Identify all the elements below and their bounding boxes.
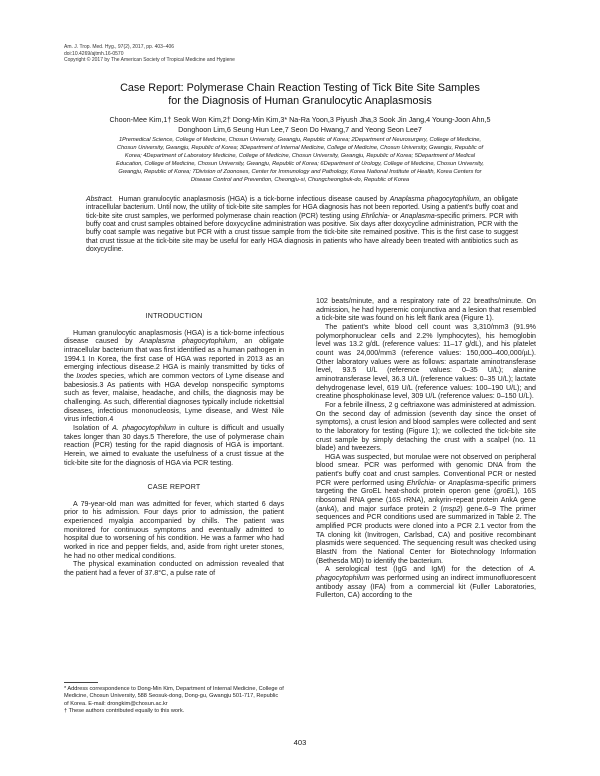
title-line-2: for the Diagnosis of Human Granulocytic Anaplasmosis [168,95,432,107]
organism-name: Ehrlichia [361,212,388,220]
affiliation-line: Chosun University, Gwangju, Republic of Korea; 3Department of Internal Medicine, College of Medicine, Chosun University, Gwangju, Republic of [116,144,484,151]
paragraph: HGA was suspected, but morulae were not observed on peripheral blood smear. PCR was performed with genomic DNA from the patient's buffy coat and crust samples. Conventional PCR or nested PCR were performed using Ehrlichia- or Anaplasma-specific primers targeting the GroEL heat-shock protein operon gene (groEL), 16S ribosomal RNA gene (16S rRNA), ankyrin-repeat protein AnkA gene (ankA), and major surface protein 2 (msp2) gene.6–9 The primer sequences and PCR conditions used are summarized in Table 2. The amplified PCR products were cloned into a PCR 2.1 vector from the TA cloning kit (Invitrogen, Carlsbad, CA) and positive recombinant plasmids were sequenced. The sequencing result was checked using BlastN from the National Center for Biotechnology Information (Bethesda MD) to identify the bacterium. [316,452,537,565]
affiliation-line: Korea; 4Department of Laboratory Medicine, College of Medicine, Chosun University, Gwangju, Republic of Korea; 5Department of Medical [124,152,476,159]
paragraph: A serological test (IgG and IgM) for the detection of A. phagocytophilum was performed using an indirect immunofluorescent antibody assay (IFA) from a commercial kit (Fuller Laboratories, Fullerton, CA) according to the [316,565,536,600]
affiliation-line: Education, College of Medicine, Chosun University, Gwangju, Republic of Korea; 6Department of Urology, College of Medicine, Chosun University, [116,160,484,167]
section-heading-introduction: INTRODUCTION [145,312,203,320]
paragraph: The patient's white blood cell count was 3,310/mm3 (91.9% polymorphonuclear cells and 2.2% lymphocytes), his hemoglobin level was 13.2 g/dL (reference values: 11–17 g/dL), and his platelet count was 24,000/mm3 (reference values: 150,000–400,000/µL). Other laboratory values were as follows: aspartate aminotransferase level, 93.5 U/L (reference values: 0–35 U/L); alanine aminotransferase level, 36.3 U/L (reference values: 0–35 U/L); lactate dehydrogenase level, 619 U/L (reference values: 100–190 U/L); and creatine phosphokinase level, 309 U/L (reference values: 0–150 U/L). [316,322,536,401]
paragraph: 102 beats/minute, and a respiratory rate of 22 breaths/minute. On admission, he had hyperemic conjunctiva and a lesion that resembled a tick-bite site was found on his left flank area (Figure 1). [316,297,536,323]
section-heading-case-report: CASE REPORT [147,483,201,492]
organism-name: Anaplasma [400,212,435,220]
author-list [66,115,534,135]
left-column [64,312,284,578]
affiliation-line: 1Premedical Science, College of Medicine, Chosun University, Gwangju, Republic of Korea; 2Department of Neurosurgery, College of Medicine, [118,137,482,143]
journal-citation: Am. J. Trop. Med. Hyg., 97(2), 2017, pp. 403–406 [64,44,175,50]
affiliations [66,137,534,184]
article-title [60,82,540,108]
abstract [86,196,518,254]
page-number: 403 [293,738,307,747]
authors-line-2: Donghoon Lim,6 Seung Hun Lee,7 Seon Do Hwang,7 and Yeong Seon Lee7 [178,125,422,134]
paragraph: A 79-year-old man was admitted for fever, which started 6 days prior to his admission. Four days prior to admission, the patient experienced myalgia accompanied by chills. The patient was monitored for continuous symptoms and eventually admitted to hospital due to worsening of his condition. He was a farmer who had worked in rice and pepper fields, and, aside from right ureter stones, he had no other medical conditions. [64,499,284,560]
abstract-text: Human granulocytic anaplasmosis (HGA) is a tick-borne infectious disease caused by [118,196,390,203]
title-line-1: Case Report: Polymerase Chain Reaction Testing of Tick Bite Site Samples [120,82,480,94]
paragraph: For a febrile illness, 2 g ceftriaxone was administered at admission. On the second day of admission (seventh day since the onset of symptoms), a crust lesion and blood samples were collected and sent to the laboratory for testing (Figure 1); we collected the tick-bite site crust sample by simply detaching the crust with a scalpel (no. 11 blade) and tweezers. [316,400,536,453]
abstract-text: , an obligate intracellular bacterium. Until now, the utility of tick-bite site samples for HGA diagnosis has not been reported. Using a patient's buffy coat and tick-bite site crust samples, we performed polymerase chain reaction (PCR) testing using [86,196,518,220]
abstract-text: - or [387,212,401,220]
organism-name: Anaplasma phagocytophilum [389,196,479,203]
affiliation-line: Gwangju, Republic of Korea; 7Division of Zoonoses, Center for Immunology and Pathology, Korea National Institute of Health, Korea Centers for [118,168,482,175]
right-column [316,297,536,600]
doi: doi:10.4269/ajtmh.16-0570 [64,50,124,57]
journal-header [64,44,235,64]
abstract-text: -specific primers. PCR with buffy coat and crust samples obtained before doxycycline administration was positive. Six days after doxycycline administration, PCR with the buffy coat sample was negative but PCR with a crust tissue sample from the tick-bite site remained positive. This is the first case to suggest that crust tissue at the tick-bite site may be useful for early HGA diagnosis in patients who have already been treated with antibiotics such as doxycycline. [86,212,518,254]
paragraph: The physical examination conducted on admission revealed that the patient had a fever of 37.8°C, a pulse rate of [64,560,284,578]
footnotes [64,686,284,715]
abstract-label: Abstract. [86,196,114,203]
authors-line-1: Choon-Mee Kim,1† Seok Won Kim,2† Dong-Min Kim,3* Na-Ra Yoon,3 Piyush Jha,3 Sook Jin Jang,4 Young-Joon Ahn,5 [109,115,491,124]
copyright-line: Copyright © 2017 by The American Society of Tropical Medicine and Hygiene [64,57,235,63]
equal-contribution-footnote: † These authors contributed equally to this work. [64,707,185,714]
paragraph: Human granulocytic anaplasmosis (HGA) is a tick-borne infectious disease caused by Anaplasma phagocytophilum, an obligate intracellular bacterium that was first identified as a human pathogen in 1994.1 In Korea, the first case of HGA was reported in 2013 as an emerging infectious disease.2 HGA is mainly transmitted by ticks of the Ixodes species, which are common vectors of Lyme disease and babesiosis.3 As patients with HGA develop nonspecific symptoms such as fever, malaise, headache, and chills, the diagnosis may be challenging. As such, differential diagnoses typically include rickettsial diseases, infectious mononucleosis, Lyme disease, and West Nile virus infection.4 [64,328,285,424]
footnote-rule [64,682,98,683]
paragraph: Isolation of A. phagocytophilum in culture is difficult and usually takes longer than 30 days.5 Therefore, the use of polymerase chain reaction (PCR) testing for the rapid diagnosis of HGA is important. Herein, we aimed to evaluate the usefulness of a crust tissue at the tick-bite site for the diagnosis of HGA via PCR testing. [64,423,284,467]
affiliation-line: Disease Control and Prevention, Cheongju-si, Chungcheongbuk-do, Republic of Korea [190,176,410,183]
correspondence-footnote: * Address correspondence to Dong-Min Kim, Department of Internal Medicine, College of Medicine, Chosun University, 588 Seosuk-dong, Dong-gu, Gwangju 501-717, Republic of Korea. E-mail: drongkim@chosun.ac.kr [64,686,284,707]
